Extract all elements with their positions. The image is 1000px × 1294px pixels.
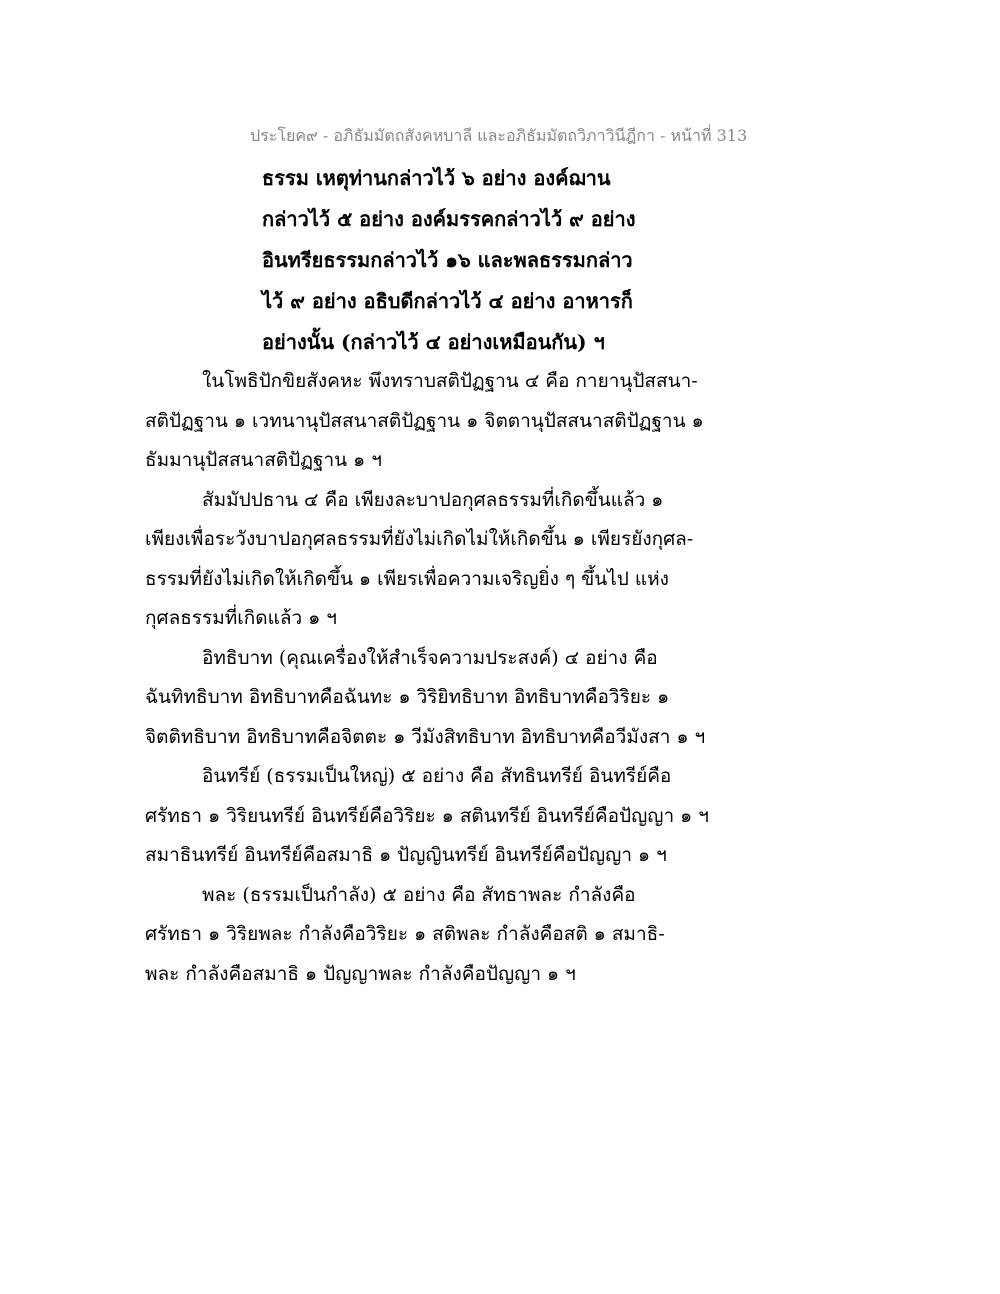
paragraph-bala <box>145 876 735 995</box>
text-line: ธัมมานุปัสสนาสติปัฏฐาน ๑ ฯ <box>145 449 382 471</box>
verse-block <box>262 158 722 363</box>
text-line: พละ (ธรรมเป็นกำลัง) ๕ อย่าง คือ สัทธาพละ กำลังคือ <box>202 883 636 906</box>
body-text <box>145 362 735 994</box>
verse-line: อินทรียธรรมกล่าวไว้ ๑๖ และพลธรรมกล่าว <box>262 248 633 272</box>
text-line: พละ กำลังคือสมาธิ ๑ ปัญญาพละ กำลังคือปัญญา ๑ ฯ <box>145 962 576 985</box>
paragraph-satipatthana <box>145 362 735 481</box>
verse-line: อย่างนั้น (กล่าวไว้ ๔ อย่างเหมือนกัน) ฯ <box>262 330 605 354</box>
paragraph-iddhipada <box>145 639 735 758</box>
text-line: เพียงเพื่อระวังบาปอกุศลธรรมที่ยังไม่เกิดไม่ให้เกิดขึ้น ๑ เพียรยังกุศล- <box>145 528 694 550</box>
text-line: อินทรีย์ (ธรรมเป็นใหญ่) ๕ อย่าง คือ สัทธินทรีย์ อินทรีย์คือ <box>202 765 672 787</box>
verse-line: กล่าวไว้ ๕ อย่าง องค์มรรคกล่าวไว้ ๙ อย่าง <box>262 207 636 231</box>
verse-line: ธรรม เหตุท่านกล่าวไว้ ๖ อย่าง องค์ฌาน <box>262 166 611 190</box>
text-line: จิตติทธิบาท อิทธิบาทคือจิตตะ ๑ วีมังสิทธิบาท อิทธิบาทคือวีมังสา ๑ ฯ <box>145 725 706 748</box>
text-line: ศรัทธา ๑ วิริยนทรีย์ อินทรีย์คือวิริยะ ๑ สตินทรีย์ อินทรีย์คือปัญญา ๑ ฯ <box>145 804 709 827</box>
text-line: ฉันทิทธิบาท อิทธิบาทคือฉันทะ ๑ วิริยิทธิบาท อิทธิบาทคือวิริยะ ๑ <box>145 686 670 708</box>
text-line: สมาธินทรีย์ อินทรีย์คือสมาธิ ๑ ปัญญินทรีย์ อินทรีย์คือปัญญา ๑ ฯ <box>145 844 667 866</box>
text-line: อิทธิบาท (คุณเครื่องให้สำเร็จความประสงค์) ๔ อย่าง คือ <box>202 646 658 669</box>
verse-line: ไว้ ๙ อย่าง อธิบดีกล่าวไว้ ๔ อย่าง อาหารก็ <box>262 289 633 313</box>
text-line: ในโพธิปักขิยสังคหะ พึงทราบสติปัฏฐาน ๔ คือ กายานุปัสสนา- <box>202 370 698 392</box>
page-header: ประโยค๙ - อภิธัมมัตถสังคหบาลี และอภิธัมมัตถวิภาวินีฎีกา - หน้าที่ 313 <box>250 126 748 145</box>
text-line: สติปัฏฐาน ๑ เวทนานุปัสสนาสติปัฏฐาน ๑ จิตตานุปัสสนาสติปัฏฐาน ๑ <box>145 409 704 432</box>
text-line: ธรรมที่ยังไม่เกิดให้เกิดขึ้น ๑ เพียรเพื่อความเจริญยิ่ง ๆ ขึ้นไป แห่ง <box>145 567 669 590</box>
paragraph-indriya <box>145 757 735 876</box>
text-line: กุศลธรรมที่เกิดแล้ว ๑ ฯ <box>145 607 337 629</box>
text-line: ศรัทธา ๑ วิริยพละ กำลังคือวิริยะ ๑ สติพละ กำลังคือสติ ๑ สมาธิ- <box>145 923 665 945</box>
paragraph-sammappadhana <box>145 481 735 639</box>
text-line: สัมมัปปธาน ๔ คือ เพียงละบาปอกุศลธรรมที่เกิดขึ้นแล้ว ๑ <box>202 488 664 511</box>
